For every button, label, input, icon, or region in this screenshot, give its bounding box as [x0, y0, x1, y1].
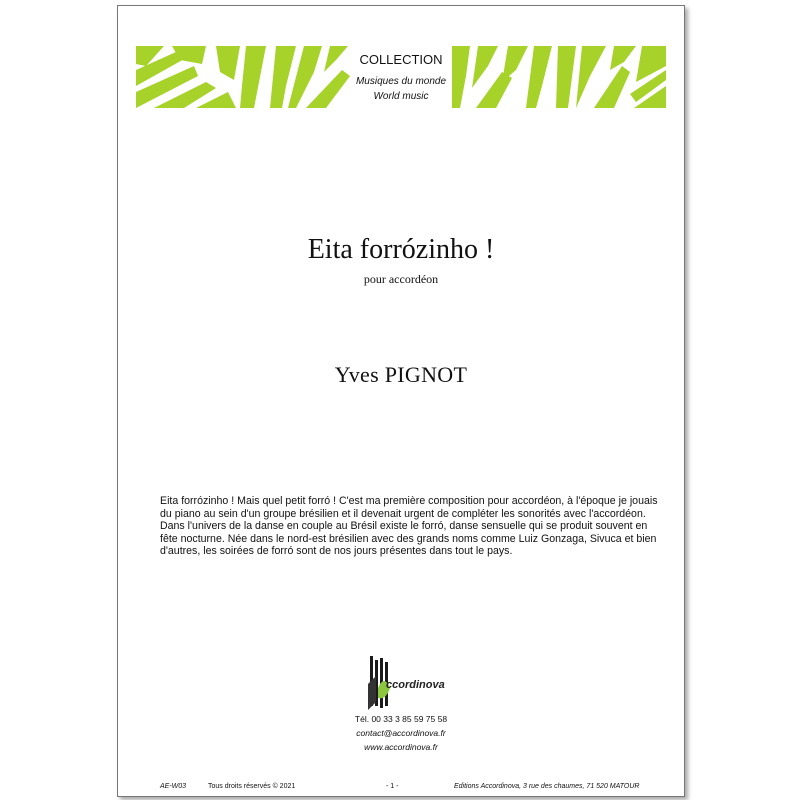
footer-reference: AE-W03 [160, 783, 187, 790]
author-name: Yves PIGNOT [334, 362, 468, 387]
banner-stripes-left [136, 46, 350, 108]
description-paragraph: Dans l'univers de la danse en couple au Brésil existe le forró, danse sensuelle qui se produit souvent en fête nocturne. Née dans le nord-est brésilien avec des grands noms comme Luiz Gonzaga, Sivuca et bien d'autres, les soirées de forró sont de nos jours présentes dans tout le pays. [160, 520, 657, 558]
piece-subtitle: pour accordéon [363, 272, 439, 286]
banner-stripes-right [452, 46, 666, 108]
piece-title: Eita forrózinho ! [307, 234, 495, 265]
description-paragraph: Eita forrózinho ! Mais quel petit forró ! C'est ma première composition pour accordéon, à l'époque je jouais du piano au sein d'un groupe brésilien et il devenait urgent de compléter les sonorités avec l'accordéon. [160, 495, 658, 520]
collection-subtitle-fr: Musiques du monde [355, 76, 447, 87]
sheet-page [117, 5, 685, 797]
description [160, 495, 660, 558]
contact-email[interactable]: contact@accordinova.fr [356, 728, 446, 738]
collection-subtitle-en: World music [373, 91, 429, 102]
contact-website[interactable]: www.accordinova.fr [364, 742, 438, 752]
collection-banner [136, 46, 666, 108]
contact-phone: Tél. 00 33 3 85 59 75 58 [354, 714, 448, 724]
footer-page-number: - 1 - [386, 783, 399, 790]
collection-label: COLLECTION [359, 52, 443, 67]
footer-publisher: Editions Accordinova, 3 rue des chaumes, 71 520 MATOUR [454, 783, 640, 790]
footer-rights: Tous droits réservés © 2021 [208, 783, 296, 790]
publisher-logo-name: ccordinova [386, 679, 445, 691]
